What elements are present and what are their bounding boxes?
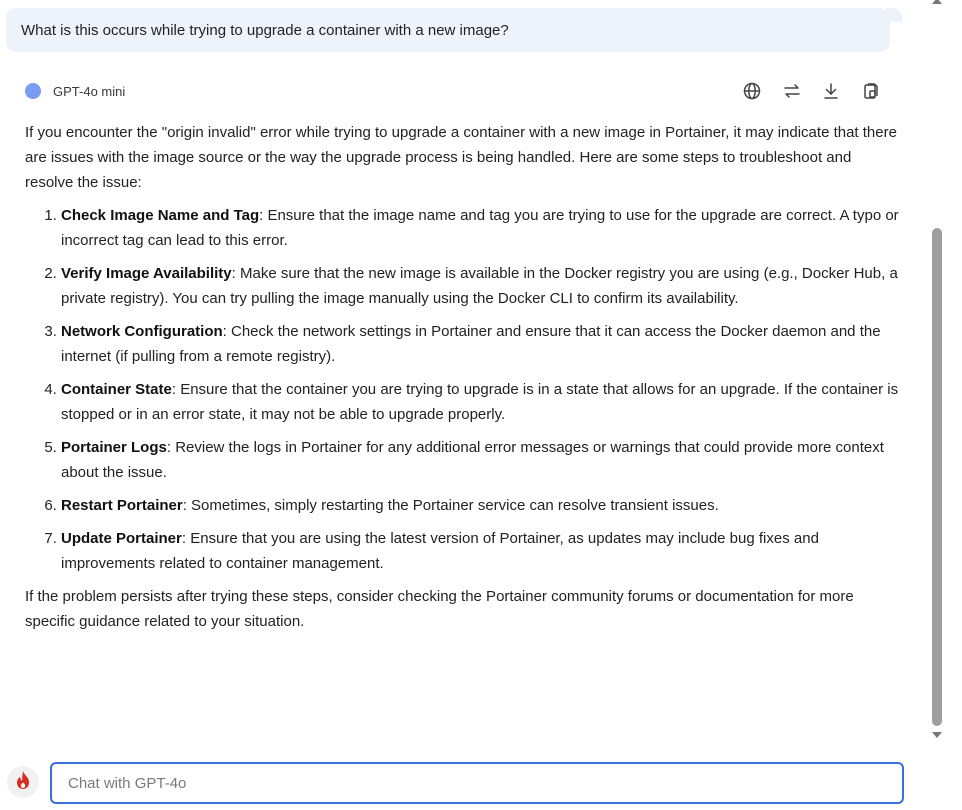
step-title: Update Portainer — [61, 530, 182, 547]
assistant-answer — [25, 120, 900, 634]
list-item — [61, 377, 900, 427]
list-item — [61, 435, 900, 485]
step-text: : Ensure that the container you are trying to upgrade is in a state that allows for an upgrade. If the container is stopped or in an error state, it may not be able to upgrade properly. — [61, 381, 899, 423]
globe-icon[interactable] — [741, 80, 763, 102]
download-icon[interactable] — [820, 80, 842, 102]
step-text: : Ensure that you are using the latest version of Portainer, as updates may include bug fixes and improvements related to container management. — [61, 530, 819, 572]
list-item — [61, 493, 900, 518]
list-item — [61, 319, 900, 369]
step-title: Check Image Name and Tag — [61, 207, 260, 224]
steps-list — [25, 203, 900, 576]
user-message-bubble — [6, 8, 890, 52]
list-item — [61, 526, 900, 576]
step-title: Network Configuration — [61, 323, 223, 340]
scrollbar-thumb[interactable] — [932, 228, 942, 726]
flame-icon — [14, 770, 32, 795]
user-message-text: What is this occurs while trying to upgrade a container with a new image? — [21, 21, 509, 39]
model-name: GPT-4o mini — [53, 83, 126, 99]
scroll-down-arrow-icon[interactable] — [932, 732, 942, 738]
chat-input[interactable] — [50, 762, 904, 804]
swap-icon[interactable] — [781, 80, 803, 102]
step-title: Restart Portainer — [61, 497, 183, 514]
answer-intro: If you encounter the "origin invalid" error while trying to upgrade a container with a new image in Portainer, it may indicate that there are issues with the image source or the way the upgrade process is being handled. Here are some steps to troubleshoot and resolve the issue: — [25, 124, 897, 191]
step-title: Container State — [61, 381, 172, 398]
step-title: Portainer Logs — [61, 439, 167, 456]
scroll-up-arrow-icon[interactable] — [932, 0, 942, 4]
answer-outro: If the problem persists after trying these steps, consider checking the Portainer community forums or documentation for more specific guidance related to your situation. — [25, 588, 854, 630]
step-title: Verify Image Availability — [61, 265, 232, 282]
copy-icon[interactable] — [860, 80, 882, 102]
step-text: : Make sure that the new image is available in the Docker registry you are using (e.g., Docker Hub, a private registry). You can try pulling the image manually using the Docker CLI to confirm its availability. — [61, 265, 898, 307]
step-text: : Ensure that the image name and tag you are trying to use for the upgrade are correct. A typo or incorrect tag can lead to this error. — [61, 207, 899, 249]
avatar[interactable] — [7, 766, 39, 798]
model-header — [25, 82, 125, 100]
scrollbar[interactable] — [928, 0, 946, 744]
list-item — [61, 261, 900, 311]
step-text: : Review the logs in Portainer for any additional error messages or warnings that could provide more context about the issue. — [61, 439, 884, 481]
step-text: : Check the network settings in Portainer and ensure that it can access the Docker daemon and the internet (if pulling from a remote registry). — [61, 323, 881, 365]
list-item — [61, 203, 900, 253]
model-avatar-dot — [25, 83, 41, 99]
step-text: : Sometimes, simply restarting the Portainer service can resolve transient issues. — [182, 497, 719, 514]
